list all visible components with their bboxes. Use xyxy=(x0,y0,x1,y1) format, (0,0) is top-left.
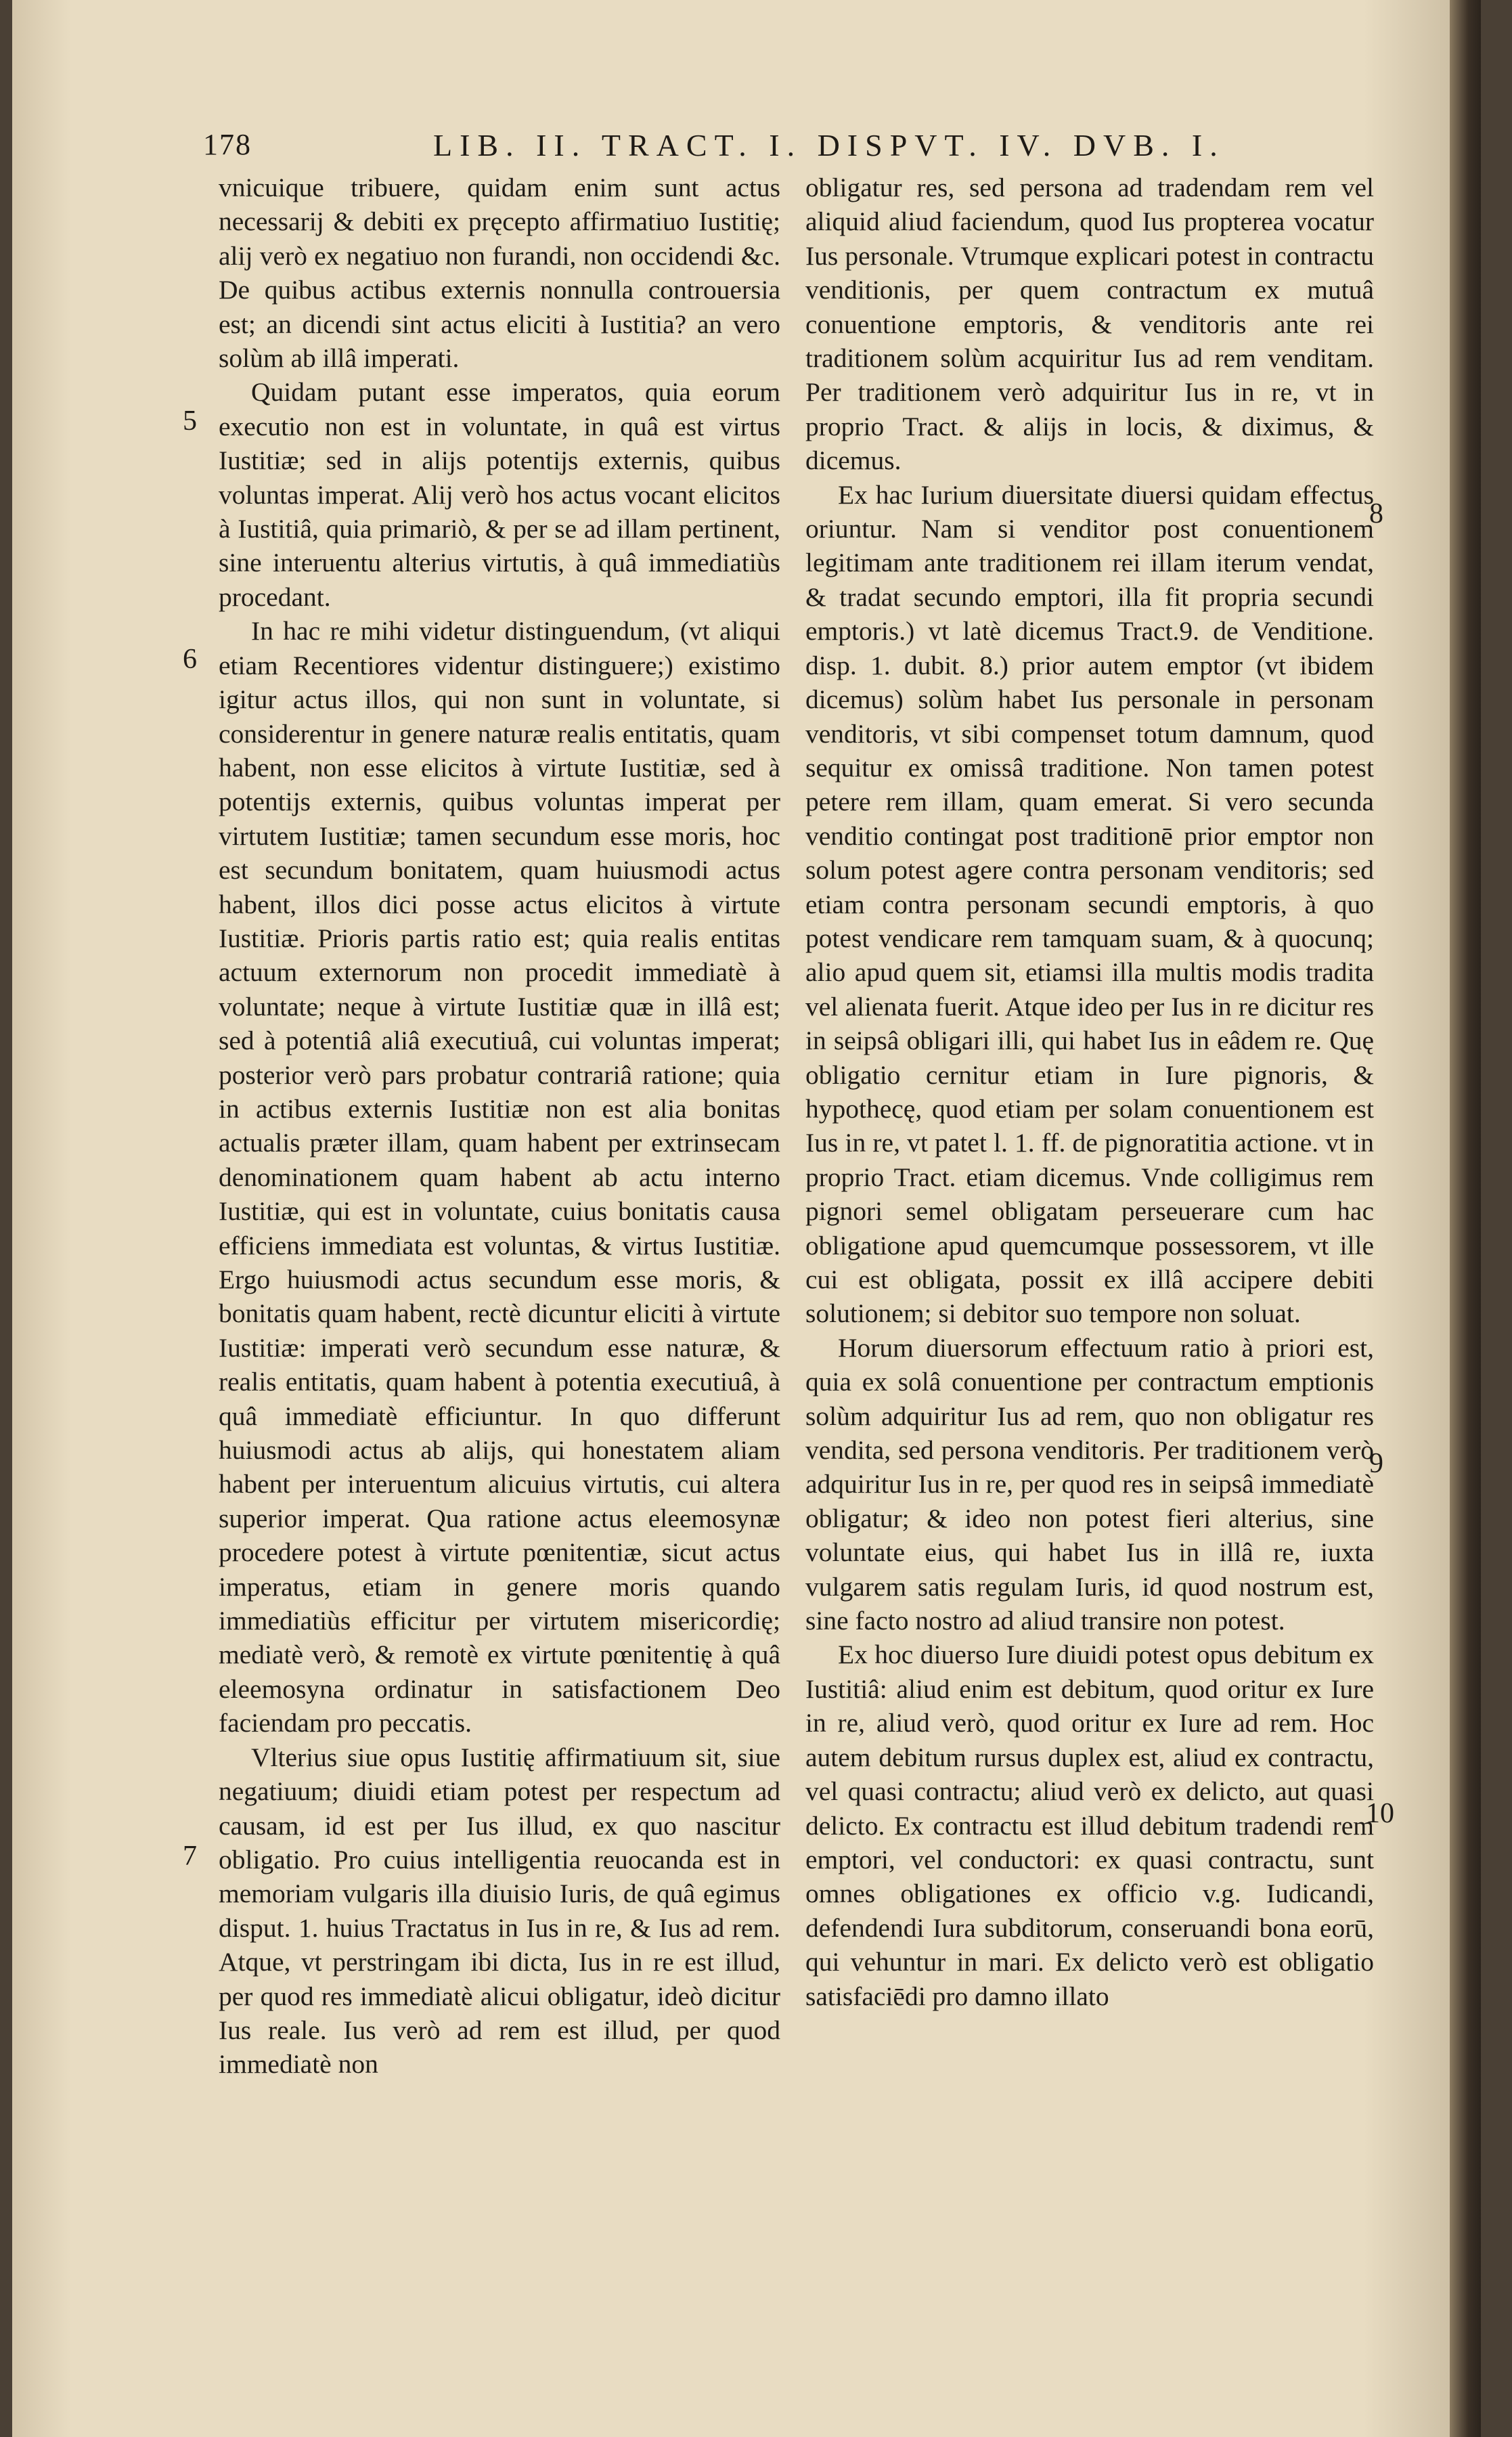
margin-number: 10 xyxy=(1366,1798,1394,1829)
margin-number: 6 xyxy=(183,644,197,675)
margin-number: 9 xyxy=(1369,1448,1383,1479)
book-spine-edge xyxy=(1450,0,1481,2437)
paragraph: vnicuique tribuere, quidam enim sunt actus necessarij & debiti ex pręcepto affirmatiuo Iustitię; alij verò ex negatiuo non furandi, non occidendi &c. De quibus actibus externis nonnulla controuersia est; an dicendi sint actus eliciti à Iustitia? an vero solùm ab illâ imperati. xyxy=(219,173,780,374)
left-column xyxy=(219,171,780,2082)
paragraph: Ex hoc diuerso Iure diuidi potest opus debitum ex Iustitiâ: aliud enim est debitum, quod oritur ex Iure in re, aliud verò, quod oritur ex Iure ad rem. Hoc autem debitum rursus duplex est, aliud ex contractu, vel quasi contractu; aliud verò ex delicto, aut quasi delicto. Ex contractu est illud debitum tradendi rem emptori, vel conductori: ex quasi contractu, sunt omnes obligationes ex officio v.g. Iudicandi, defendendi Iura subditorum, conseruandi bona eorū, qui vehuntur in mari. Ex delicto verò est obligatio satisfaciēdi pro damno illato xyxy=(805,1640,1374,2011)
paragraph: In hac re mihi videtur distinguendum, (vt aliqui etiam Recentiores videntur distinguere;) existimo igitur actus illos, qui non sunt in voluntate, si considerentur in genere naturæ realis entitatis, quam habent, non esse elicitos à virtute Iustitiæ, sed à potentijs externis, quibus voluntas imperat per virtutem Iustitiæ; tamen secundum esse moris, hoc est secundum bonitatem, quam huiusmodi actus habent, illos dici posse actus elicitos à virtute Iustitiæ. Prioris partis ratio est; quia realis entitas actuum externorum non procedit immediatè à voluntate; neque à virtute Iustitiæ quæ in illâ est; sed à potentiâ aliâ executiuâ, cui voluntas imperat; posterior verò pars probatur contrariâ ratione; quia in actibus externis Iustitiæ non est alia bonitas actualis præter illam, quam habent per extrinsecam denominationem quam habent ab actu interno Iustitiæ, qui est in voluntate, cuius bonitatis causa efficiens immediata est voluntas, & virtus Iustitiæ. Ergo huiusmodi actus secundum esse moris, & bonitatis quam habent, rectè dicuntur eliciti à virtute Iustitiæ: imperati verò secundum esse naturæ, & realis entitatis, quam habent à potentia executiuâ, à quâ immediatè efficiuntur. In quo differunt huiusmodi actus ab alijs, qui honestatem aliam habent per interuentum alicuius virtutis, cui altera superior imperat. Qua ratione actus eleemosynæ procedere potest à virtute pœnitentiæ, sicut actus imperatus, etiam in genere moris quando immediatiùs efficitur per virtutem misericordię; mediatè verò, & remotè ex virtute pœnitentię à quâ eleemosyna ordinatur in satisfactionem Deo faciendam pro peccatis. xyxy=(219,616,780,1738)
paragraph: Ex hac Iurium diuersitate diuersi quidam effectus oriuntur. Nam si venditor post conuentionem legitimam ante traditionem rei illam iterum vendat, & tradat secundo emptori, illa fit propria secundi emptoris.) vt latè dicemus Tract.9. de Venditione. disp. 1. dubit. 8.) prior autem emptor (vt ibidem dicemus) solùm habet Ius personale in personam venditoris, vt sibi compenset totum damnum, quod sequitur ex omissâ traditione. Non tamen potest petere rem illam, quam emerat. Si vero secunda venditio contingat post traditionē prior emptor non solum potest agere contra personam venditoris; sed etiam contra personam secundi emptoris, à quo potest vendicare rem tamquam suam, & à quocunq; alio apud quem sit, etiamsi illa multis modis tradita vel alienata fuerit. Atque ideo per Ius in re dicitur res in seipsâ obligari illi, qui habet Ius in eâdem re. Quę obligatio cernitur etiam in Iure pignoris, & hypothecę, quod etiam per solam conuentionem est Ius in re, vt patet l. 1. ff. de pignoratitia actione. vt in proprio Tract. etiam dicemus. Vnde colligimus rem pignori semel obligatam perseuerare cum hac obligatione apud quemcumque possessorem, vt ille cui est obligata, possit ex illâ accipere debiti solutionem; si debitor suo tempore non soluat. xyxy=(805,479,1374,1329)
page-header xyxy=(203,127,1462,175)
running-head: LIB. II. TRACT. I. DISPVT. IV. DVB. I. xyxy=(433,128,1225,162)
margin-number: 5 xyxy=(183,405,197,437)
paragraph: Horum diuersorum effectuum ratio à priori est, quia ex solâ conuentione per contractum emptionis solùm adquiritur Ius ad rem, quo non obligatur res vendita, sed persona venditoris. Per traditionem verò adquiritur Ius in re, per quod res in seipsâ immediatè obligatur; & ideo non potest fieri alterius, sine voluntate eius, qui habet Ius in illâ re, iuxta vulgarem satis regulam Iuris, id quod nostrum est, sine facto nostro ad aliud transire non potest. xyxy=(805,1332,1374,1636)
paragraph: Vlterius siue opus Iustitię affirmatiuum sit, siue negatiuum; diuidi etiam potest per respectum ad causam, id est per Ius illud, ex quo nascitur obligatio. Pro cuius intelligentia reuocanda est in memoriam vulgaris illa diuisio Iuris, de quâ egimus disput. 1. huius Tractatus in Ius in re, & Ius ad rem. Atque, vt perstringam ibi dicta, Ius in re est illud, per quod res immediatè alicui obligatur, ideò dicitur Ius reale. Ius verò ad rem est illud, per quod immediatè non xyxy=(219,1742,780,2080)
paragraph: obligatur res, sed persona ad tradendam rem vel aliquid aliud faciendum, quod Ius propterea vocatur Ius personale. Vtrumque explicari potest in contractu venditionis, per quem contractum ex mutuâ conuentione emptoris, & venditoris ante rei traditionem solùm acquiritur Ius ad rem venditam. Per traditionem verò adquiritur Ius in re, vt in proprio Tract. & alijs in locis, & diximus, & dicemus. xyxy=(805,173,1374,476)
margin-number: 7 xyxy=(183,1841,197,1872)
page-number: 178 xyxy=(203,128,252,161)
right-column xyxy=(805,171,1374,2013)
margin-number: 8 xyxy=(1369,498,1383,529)
book-page xyxy=(12,0,1481,2437)
paragraph: Quidam putant esse imperatos, quia eorum executio non est in voluntate, in quâ est virtus Iustitiæ; sed in alijs potentijs externis, quibus voluntas imperat. Alij verò hos actus vocant elicitos à Iustitiâ, quia primariò, & per se ad illam pertinent, sine interuentu alterius virtutis, à quâ immediatiùs procedant. xyxy=(219,377,780,612)
